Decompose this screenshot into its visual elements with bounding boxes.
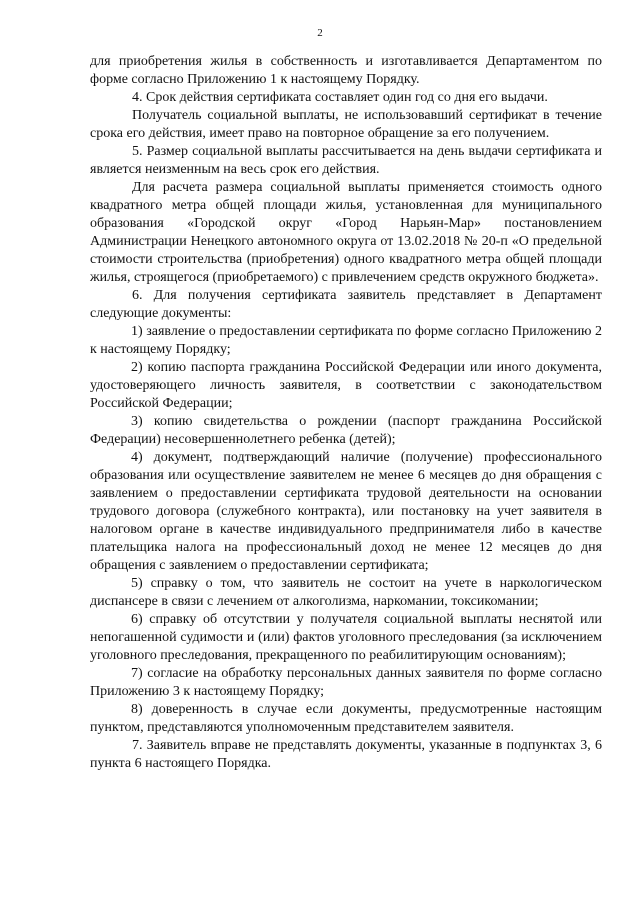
paragraph-calculation: Для расчета размера социальной выплаты применяется стоимость одного квадратного метра общей площади жилья, установленная для муниципального образования «Городской округ «Город Нарьян-Мар» постановлением Администрации Ненецкого автономного округа от 13.02.2018 № 20-п «О предельной стоимости строительства (приобретения) одного квадратного метра общей площади жилья, строящегося (приобретаемого) с привлечением средств окружного бюджета».: [90, 180, 602, 285]
document-body: [90, 53, 602, 773]
paragraph-clause-5: 5. Размер социальной выплаты рассчитывается на день выдачи сертификата и является неизменным на весь срок его действия.: [90, 144, 602, 177]
paragraph-clause-4: 4. Срок действия сертификата составляет один год со дня его выдачи.: [132, 90, 548, 105]
list-item-6: 6) справку об отсутствии у получателя социальной выплаты неснятой или непогашенной судимости и (или) фактов уголовного преследования (за исключением уголовного преследования, прекращенного по реабилитирующим основаниям);: [90, 612, 602, 663]
list-item-4: 4) документ, подтверждающий наличие (получение) профессионального образования или осуществление заявителем не менее 6 месяцев до дня обращения с заявлением о предоставлении сертификата трудовой деятельности на основании трудового договора (служебного контракта), или постановку на учет заявителя в налоговом органе в качестве индивидуального предпринимателя либо в качестве плательщика налога на профессиональный доход не менее 12 месяцев до дня обращения с заявлением о предоставлении сертификата;: [90, 450, 602, 573]
list-item-2: 2) копию паспорта гражданина Российской Федерации или иного документа, удостоверяющего личность заявителя, в соответствии с законодательством Российской Федерации;: [90, 360, 602, 411]
list-item-1: 1) заявление о предоставлении сертификата по форме согласно Приложению 2 к настоящему Порядку;: [90, 324, 602, 357]
paragraph-continuation: для приобретения жилья в собственность и изготавливается Департаментом по форме согласно Приложению 1 к настоящему Порядку.: [90, 54, 602, 87]
list-item-8: 8) доверенность в случае если документы, предусмотренные настоящим пунктом, представляются уполномоченным представителем заявителя.: [90, 702, 602, 735]
paragraph-clause-6: 6. Для получения сертификата заявитель представляет в Департамент следующие документы:: [90, 288, 602, 321]
paragraph-clause-7: 7. Заявитель вправе не представлять документы, указанные в подпунктах 3, 6 пункта 6 настоящего Порядка.: [90, 738, 602, 771]
page-number: 2: [317, 27, 323, 39]
paragraph-repeat-request: Получатель социальной выплаты, не использовавший сертификат в течение срока его действия, имеет право на повторное обращение за его получением.: [90, 108, 602, 141]
list-item-7: 7) согласие на обработку персональных данных заявителя по форме согласно Приложению 3 к настоящему Порядку;: [90, 666, 602, 699]
list-item-5: 5) справку о том, что заявитель не состоит на учете в наркологическом диспансере в связи с лечением от алкоголизма, наркомании, токсикомании;: [90, 576, 602, 609]
list-item-3: 3) копию свидетельства о рождении (паспорт гражданина Российской Федерации) несовершеннолетнего ребенка (детей);: [90, 414, 602, 447]
